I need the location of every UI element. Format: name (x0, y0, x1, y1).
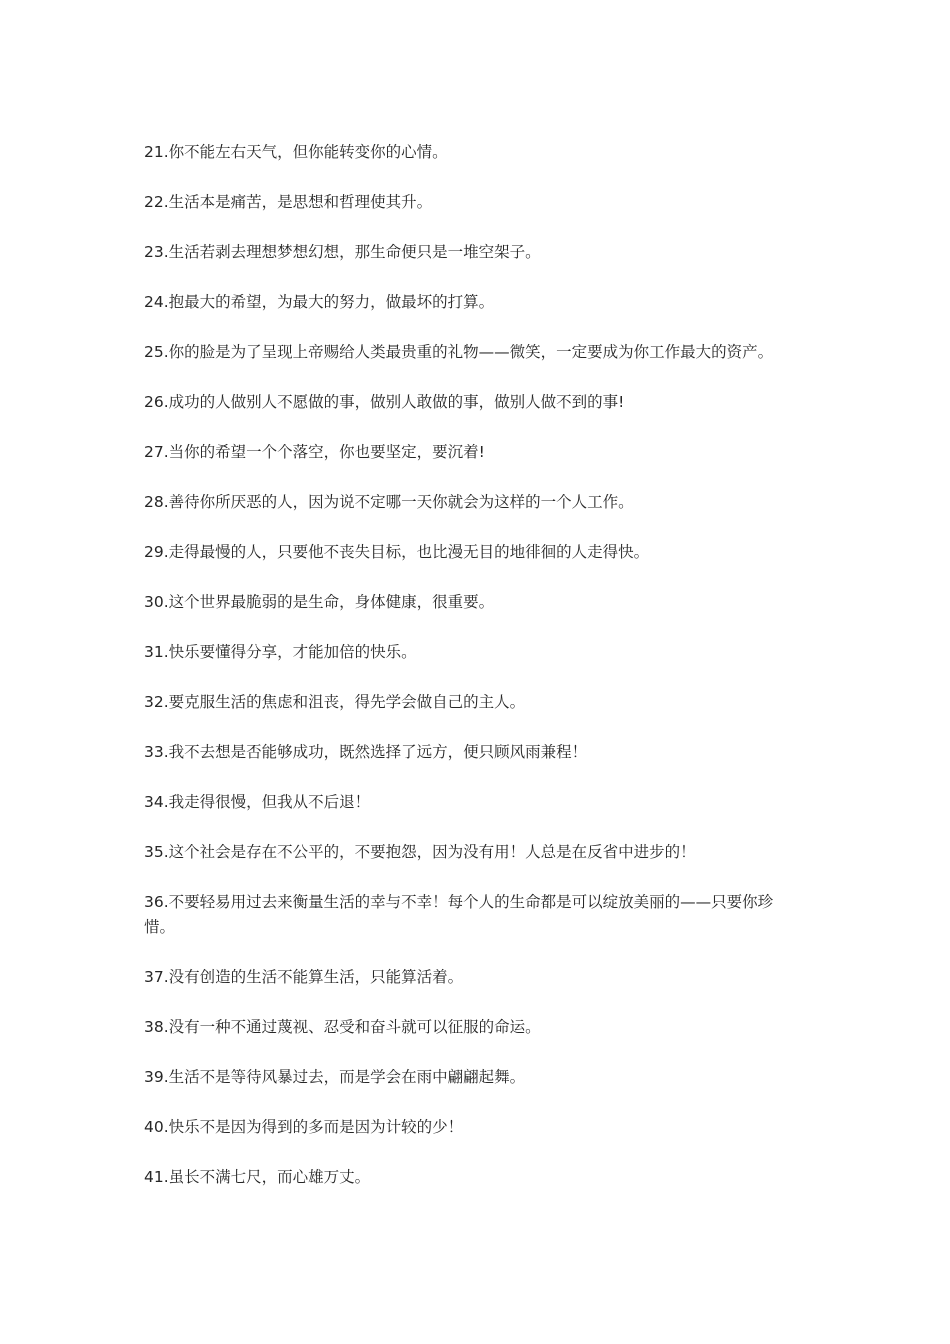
quote-item: 24.抱最大的希望，为最大的努力，做最坏的打算。 (144, 293, 495, 311)
quote-list (144, 140, 804, 1215)
quote-item: 23.生活若剥去理想梦想幻想，那生命便只是一堆空架子。 (144, 243, 541, 261)
quote-item: 28.善待你所厌恶的人，因为说不定哪一天你就会为这样的一个人工作。 (144, 493, 634, 511)
quote-item: 30.这个世界最脆弱的是生命，身体健康，很重要。 (144, 593, 495, 611)
quote-item: 35.这个社会是存在不公平的，不要抱怨，因为没有用！人总是在反省中进步的！ (144, 843, 696, 861)
quote-item: 22.生活本是痛苦，是思想和哲理使其升。 (144, 193, 433, 211)
quote-item: 34.我走得很慢，但我从不后退！ (144, 793, 371, 811)
quote-item: 25.你的脸是为了呈现上帝赐给人类最贵重的礼物——微笑，一定要成为你工作最大的资产。 (144, 343, 774, 361)
quote-item: 39.生活不是等待风暴过去，而是学会在雨中翩翩起舞。 (144, 1068, 526, 1086)
quote-item: 40.快乐不是因为得到的多而是因为计较的少！ (144, 1118, 464, 1136)
quote-item: 31.快乐要懂得分享，才能加倍的快乐。 (144, 643, 417, 661)
quote-item: 38.没有一种不通过蔑视、忍受和奋斗就可以征服的命运。 (144, 1018, 541, 1036)
quote-item: 33.我不去想是否能够成功，既然选择了远方，便只顾风雨兼程！ (144, 743, 588, 761)
quote-item: 36.不要轻易用过去来衡量生活的幸与不幸！每个人的生命都是可以绽放美丽的——只要你珍惜。 (144, 893, 774, 936)
quote-item: 29.走得最慢的人，只要他不丧失目标，也比漫无目的地徘徊的人走得快。 (144, 543, 650, 561)
quote-item: 32.要克服生活的焦虑和沮丧，得先学会做自己的主人。 (144, 693, 526, 711)
quote-item: 37.没有创造的生活不能算生活，只能算活着。 (144, 968, 464, 986)
quote-item: 21.你不能左右天气，但你能转变你的心情。 (144, 143, 448, 161)
quote-item: 26.成功的人做别人不愿做的事，做别人敢做的事，做别人做不到的事! (144, 393, 625, 411)
quote-item: 41.虽长不满七尺，而心雄万丈。 (144, 1168, 371, 1186)
quote-item: 27.当你的希望一个个落空，你也要坚定，要沉着! (144, 443, 485, 461)
